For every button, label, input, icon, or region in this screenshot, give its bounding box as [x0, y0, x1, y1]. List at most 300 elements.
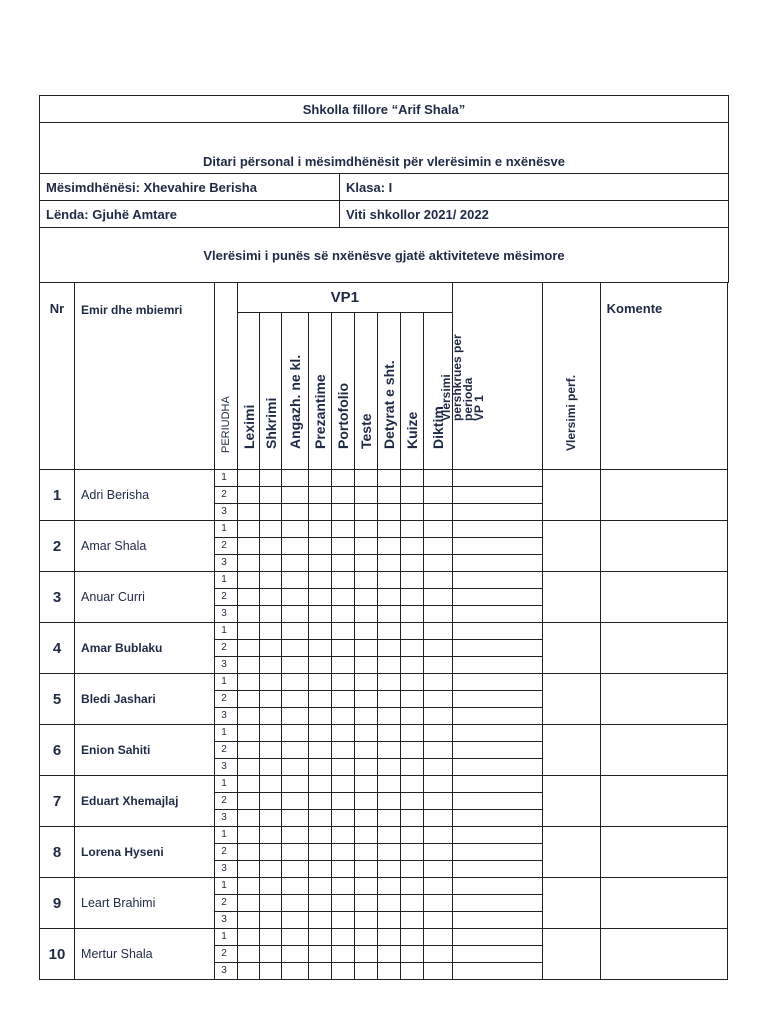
grade-cell[interactable] [452, 742, 542, 759]
grade-cell[interactable] [401, 810, 424, 827]
grade-cell[interactable] [452, 674, 542, 691]
grade-cell[interactable] [452, 657, 542, 674]
grade-cell[interactable] [332, 640, 355, 657]
grade-cell[interactable] [401, 555, 424, 572]
grade-cell[interactable] [332, 895, 355, 912]
grade-cell[interactable] [355, 878, 378, 895]
grade-cell[interactable] [260, 742, 282, 759]
comment-cell[interactable] [600, 725, 727, 776]
grade-cell[interactable] [424, 827, 452, 844]
grade-cell[interactable] [401, 844, 424, 861]
grade-cell[interactable] [355, 963, 378, 980]
grade-cell[interactable] [260, 878, 282, 895]
grade-cell[interactable] [424, 657, 452, 674]
grade-cell[interactable] [401, 674, 424, 691]
grade-cell[interactable] [260, 793, 282, 810]
grade-cell[interactable] [355, 538, 378, 555]
grade-cell[interactable] [424, 538, 452, 555]
grade-cell[interactable] [309, 555, 332, 572]
grade-cell[interactable] [355, 589, 378, 606]
grade-cell[interactable] [238, 963, 260, 980]
grade-cell[interactable] [452, 963, 542, 980]
grade-cell[interactable] [260, 538, 282, 555]
grade-cell[interactable] [238, 776, 260, 793]
grade-cell[interactable] [401, 963, 424, 980]
grade-cell[interactable] [401, 725, 424, 742]
grade-cell[interactable] [282, 521, 309, 538]
grade-cell[interactable] [238, 538, 260, 555]
grade-cell[interactable] [452, 793, 542, 810]
grade-cell[interactable] [401, 929, 424, 946]
final-grade-cell[interactable] [542, 572, 600, 623]
grade-cell[interactable] [282, 708, 309, 725]
grade-cell[interactable] [332, 708, 355, 725]
grade-cell[interactable] [332, 504, 355, 521]
grade-cell[interactable] [309, 878, 332, 895]
grade-cell[interactable] [282, 776, 309, 793]
grade-cell[interactable] [260, 759, 282, 776]
grade-cell[interactable] [378, 776, 401, 793]
grade-cell[interactable] [424, 708, 452, 725]
grade-cell[interactable] [260, 572, 282, 589]
grade-cell[interactable] [355, 470, 378, 487]
grade-cell[interactable] [332, 810, 355, 827]
grade-cell[interactable] [309, 623, 332, 640]
grade-cell[interactable] [424, 844, 452, 861]
comment-cell[interactable] [600, 521, 727, 572]
grade-cell[interactable] [282, 606, 309, 623]
grade-cell[interactable] [452, 640, 542, 657]
grade-cell[interactable] [424, 725, 452, 742]
grade-cell[interactable] [452, 487, 542, 504]
grade-cell[interactable] [378, 810, 401, 827]
grade-cell[interactable] [401, 878, 424, 895]
grade-cell[interactable] [238, 657, 260, 674]
grade-cell[interactable] [309, 929, 332, 946]
grade-cell[interactable] [452, 912, 542, 929]
grade-cell[interactable] [424, 742, 452, 759]
grade-cell[interactable] [378, 640, 401, 657]
grade-cell[interactable] [309, 640, 332, 657]
grade-cell[interactable] [282, 946, 309, 963]
comment-cell[interactable] [600, 572, 727, 623]
grade-cell[interactable] [424, 878, 452, 895]
grade-cell[interactable] [424, 929, 452, 946]
grade-cell[interactable] [282, 963, 309, 980]
grade-cell[interactable] [355, 929, 378, 946]
grade-cell[interactable] [401, 861, 424, 878]
grade-cell[interactable] [332, 470, 355, 487]
grade-cell[interactable] [282, 657, 309, 674]
grade-cell[interactable] [260, 929, 282, 946]
grade-cell[interactable] [355, 844, 378, 861]
grade-cell[interactable] [401, 606, 424, 623]
grade-cell[interactable] [238, 606, 260, 623]
grade-cell[interactable] [260, 708, 282, 725]
grade-cell[interactable] [401, 504, 424, 521]
grade-cell[interactable] [332, 759, 355, 776]
grade-cell[interactable] [378, 589, 401, 606]
grade-cell[interactable] [452, 827, 542, 844]
grade-cell[interactable] [238, 521, 260, 538]
grade-cell[interactable] [355, 640, 378, 657]
grade-cell[interactable] [424, 776, 452, 793]
grade-cell[interactable] [452, 572, 542, 589]
grade-cell[interactable] [238, 504, 260, 521]
grade-cell[interactable] [332, 827, 355, 844]
grade-cell[interactable] [355, 504, 378, 521]
grade-cell[interactable] [238, 929, 260, 946]
grade-cell[interactable] [401, 691, 424, 708]
grade-cell[interactable] [452, 895, 542, 912]
grade-cell[interactable] [332, 963, 355, 980]
grade-cell[interactable] [378, 521, 401, 538]
grade-cell[interactable] [260, 504, 282, 521]
grade-cell[interactable] [424, 861, 452, 878]
grade-cell[interactable] [260, 606, 282, 623]
grade-cell[interactable] [282, 912, 309, 929]
grade-cell[interactable] [424, 572, 452, 589]
grade-cell[interactable] [355, 572, 378, 589]
grade-cell[interactable] [238, 674, 260, 691]
grade-cell[interactable] [452, 606, 542, 623]
grade-cell[interactable] [282, 572, 309, 589]
grade-cell[interactable] [260, 776, 282, 793]
grade-cell[interactable] [452, 759, 542, 776]
grade-cell[interactable] [378, 827, 401, 844]
grade-cell[interactable] [309, 470, 332, 487]
grade-cell[interactable] [309, 538, 332, 555]
grade-cell[interactable] [452, 946, 542, 963]
grade-cell[interactable] [282, 589, 309, 606]
grade-cell[interactable] [309, 606, 332, 623]
grade-cell[interactable] [282, 504, 309, 521]
comment-cell[interactable] [600, 827, 727, 878]
grade-cell[interactable] [332, 674, 355, 691]
grade-cell[interactable] [378, 623, 401, 640]
grade-cell[interactable] [378, 929, 401, 946]
grade-cell[interactable] [309, 776, 332, 793]
grade-cell[interactable] [424, 912, 452, 929]
grade-cell[interactable] [309, 691, 332, 708]
grade-cell[interactable] [424, 470, 452, 487]
grade-cell[interactable] [260, 946, 282, 963]
grade-cell[interactable] [238, 589, 260, 606]
grade-cell[interactable] [332, 521, 355, 538]
grade-cell[interactable] [355, 810, 378, 827]
grade-cell[interactable] [309, 810, 332, 827]
grade-cell[interactable] [309, 827, 332, 844]
grade-cell[interactable] [355, 827, 378, 844]
grade-cell[interactable] [309, 708, 332, 725]
grade-cell[interactable] [355, 759, 378, 776]
grade-cell[interactable] [282, 691, 309, 708]
grade-cell[interactable] [401, 487, 424, 504]
grade-cell[interactable] [282, 555, 309, 572]
grade-cell[interactable] [424, 691, 452, 708]
grade-cell[interactable] [332, 742, 355, 759]
comment-cell[interactable] [600, 929, 727, 980]
grade-cell[interactable] [332, 929, 355, 946]
grade-cell[interactable] [378, 606, 401, 623]
grade-cell[interactable] [238, 759, 260, 776]
grade-cell[interactable] [332, 555, 355, 572]
grade-cell[interactable] [282, 742, 309, 759]
grade-cell[interactable] [378, 844, 401, 861]
grade-cell[interactable] [378, 861, 401, 878]
grade-cell[interactable] [282, 538, 309, 555]
grade-cell[interactable] [260, 895, 282, 912]
grade-cell[interactable] [355, 674, 378, 691]
grade-cell[interactable] [378, 708, 401, 725]
grade-cell[interactable] [401, 623, 424, 640]
grade-cell[interactable] [238, 691, 260, 708]
grade-cell[interactable] [238, 912, 260, 929]
grade-cell[interactable] [309, 504, 332, 521]
grade-cell[interactable] [355, 657, 378, 674]
grade-cell[interactable] [401, 759, 424, 776]
grade-cell[interactable] [355, 776, 378, 793]
grade-cell[interactable] [424, 759, 452, 776]
grade-cell[interactable] [282, 895, 309, 912]
grade-cell[interactable] [238, 708, 260, 725]
grade-cell[interactable] [332, 606, 355, 623]
grade-cell[interactable] [260, 691, 282, 708]
grade-cell[interactable] [452, 504, 542, 521]
grade-cell[interactable] [452, 844, 542, 861]
grade-cell[interactable] [238, 946, 260, 963]
grade-cell[interactable] [282, 674, 309, 691]
grade-cell[interactable] [452, 589, 542, 606]
grade-cell[interactable] [260, 725, 282, 742]
grade-cell[interactable] [260, 810, 282, 827]
grade-cell[interactable] [378, 572, 401, 589]
grade-cell[interactable] [260, 640, 282, 657]
grade-cell[interactable] [238, 623, 260, 640]
comment-cell[interactable] [600, 674, 727, 725]
final-grade-cell[interactable] [542, 776, 600, 827]
grade-cell[interactable] [238, 487, 260, 504]
grade-cell[interactable] [424, 640, 452, 657]
grade-cell[interactable] [355, 691, 378, 708]
grade-cell[interactable] [355, 606, 378, 623]
grade-cell[interactable] [424, 793, 452, 810]
grade-cell[interactable] [452, 861, 542, 878]
grade-cell[interactable] [401, 589, 424, 606]
grade-cell[interactable] [309, 572, 332, 589]
grade-cell[interactable] [238, 470, 260, 487]
grade-cell[interactable] [355, 895, 378, 912]
grade-cell[interactable] [282, 640, 309, 657]
grade-cell[interactable] [260, 674, 282, 691]
grade-cell[interactable] [401, 912, 424, 929]
grade-cell[interactable] [452, 776, 542, 793]
grade-cell[interactable] [378, 895, 401, 912]
grade-cell[interactable] [260, 623, 282, 640]
grade-cell[interactable] [238, 555, 260, 572]
grade-cell[interactable] [238, 640, 260, 657]
grade-cell[interactable] [355, 725, 378, 742]
grade-cell[interactable] [260, 521, 282, 538]
grade-cell[interactable] [282, 861, 309, 878]
grade-cell[interactable] [332, 623, 355, 640]
grade-cell[interactable] [378, 946, 401, 963]
grade-cell[interactable] [332, 861, 355, 878]
comment-cell[interactable] [600, 623, 727, 674]
grade-cell[interactable] [355, 521, 378, 538]
grade-cell[interactable] [309, 657, 332, 674]
grade-cell[interactable] [260, 589, 282, 606]
grade-cell[interactable] [424, 895, 452, 912]
grade-cell[interactable] [309, 844, 332, 861]
grade-cell[interactable] [401, 708, 424, 725]
grade-cell[interactable] [452, 878, 542, 895]
grade-cell[interactable] [332, 691, 355, 708]
grade-cell[interactable] [332, 725, 355, 742]
grade-cell[interactable] [238, 572, 260, 589]
grade-cell[interactable] [401, 776, 424, 793]
grade-cell[interactable] [332, 793, 355, 810]
grade-cell[interactable] [452, 521, 542, 538]
grade-cell[interactable] [452, 470, 542, 487]
grade-cell[interactable] [401, 538, 424, 555]
grade-cell[interactable] [378, 742, 401, 759]
grade-cell[interactable] [260, 912, 282, 929]
grade-cell[interactable] [401, 521, 424, 538]
grade-cell[interactable] [238, 810, 260, 827]
grade-cell[interactable] [309, 742, 332, 759]
final-grade-cell[interactable] [542, 521, 600, 572]
grade-cell[interactable] [309, 759, 332, 776]
grade-cell[interactable] [332, 657, 355, 674]
grade-cell[interactable] [282, 929, 309, 946]
final-grade-cell[interactable] [542, 878, 600, 929]
final-grade-cell[interactable] [542, 827, 600, 878]
grade-cell[interactable] [355, 555, 378, 572]
grade-cell[interactable] [452, 725, 542, 742]
grade-cell[interactable] [282, 810, 309, 827]
grade-cell[interactable] [260, 861, 282, 878]
grade-cell[interactable] [378, 912, 401, 929]
grade-cell[interactable] [378, 657, 401, 674]
grade-cell[interactable] [355, 861, 378, 878]
grade-cell[interactable] [332, 844, 355, 861]
grade-cell[interactable] [332, 572, 355, 589]
grade-cell[interactable] [332, 589, 355, 606]
grade-cell[interactable] [424, 674, 452, 691]
grade-cell[interactable] [282, 725, 309, 742]
grade-cell[interactable] [260, 470, 282, 487]
grade-cell[interactable] [378, 725, 401, 742]
grade-cell[interactable] [378, 555, 401, 572]
grade-cell[interactable] [378, 674, 401, 691]
grade-cell[interactable] [424, 810, 452, 827]
grade-cell[interactable] [332, 946, 355, 963]
grade-cell[interactable] [424, 487, 452, 504]
grade-cell[interactable] [238, 793, 260, 810]
grade-cell[interactable] [355, 708, 378, 725]
grade-cell[interactable] [378, 691, 401, 708]
grade-cell[interactable] [401, 946, 424, 963]
grade-cell[interactable] [238, 742, 260, 759]
grade-cell[interactable] [424, 946, 452, 963]
grade-cell[interactable] [332, 487, 355, 504]
grade-cell[interactable] [401, 827, 424, 844]
grade-cell[interactable] [378, 538, 401, 555]
grade-cell[interactable] [355, 623, 378, 640]
grade-cell[interactable] [378, 487, 401, 504]
grade-cell[interactable] [424, 504, 452, 521]
grade-cell[interactable] [282, 844, 309, 861]
grade-cell[interactable] [355, 912, 378, 929]
grade-cell[interactable] [355, 742, 378, 759]
grade-cell[interactable] [282, 827, 309, 844]
grade-cell[interactable] [401, 895, 424, 912]
grade-cell[interactable] [452, 691, 542, 708]
grade-cell[interactable] [452, 708, 542, 725]
grade-cell[interactable] [238, 827, 260, 844]
grade-cell[interactable] [355, 946, 378, 963]
grade-cell[interactable] [452, 810, 542, 827]
grade-cell[interactable] [309, 487, 332, 504]
grade-cell[interactable] [424, 521, 452, 538]
grade-cell[interactable] [355, 793, 378, 810]
grade-cell[interactable] [260, 657, 282, 674]
grade-cell[interactable] [282, 759, 309, 776]
grade-cell[interactable] [332, 912, 355, 929]
grade-cell[interactable] [452, 555, 542, 572]
grade-cell[interactable] [424, 963, 452, 980]
grade-cell[interactable] [260, 487, 282, 504]
grade-cell[interactable] [309, 963, 332, 980]
grade-cell[interactable] [309, 861, 332, 878]
grade-cell[interactable] [424, 589, 452, 606]
comment-cell[interactable] [600, 470, 727, 521]
grade-cell[interactable] [309, 725, 332, 742]
grade-cell[interactable] [238, 861, 260, 878]
grade-cell[interactable] [309, 895, 332, 912]
grade-cell[interactable] [424, 623, 452, 640]
grade-cell[interactable] [238, 844, 260, 861]
grade-cell[interactable] [282, 878, 309, 895]
grade-cell[interactable] [424, 555, 452, 572]
grade-cell[interactable] [282, 470, 309, 487]
grade-cell[interactable] [401, 793, 424, 810]
final-grade-cell[interactable] [542, 623, 600, 674]
grade-cell[interactable] [332, 538, 355, 555]
grade-cell[interactable] [401, 657, 424, 674]
grade-cell[interactable] [452, 929, 542, 946]
grade-cell[interactable] [355, 487, 378, 504]
grade-cell[interactable] [309, 589, 332, 606]
final-grade-cell[interactable] [542, 674, 600, 725]
grade-cell[interactable] [401, 572, 424, 589]
comment-cell[interactable] [600, 776, 727, 827]
final-grade-cell[interactable] [542, 470, 600, 521]
grade-cell[interactable] [378, 963, 401, 980]
grade-cell[interactable] [378, 759, 401, 776]
grade-cell[interactable] [282, 487, 309, 504]
grade-cell[interactable] [282, 793, 309, 810]
grade-cell[interactable] [260, 963, 282, 980]
grade-cell[interactable] [309, 793, 332, 810]
grade-cell[interactable] [260, 555, 282, 572]
grade-cell[interactable] [401, 742, 424, 759]
grade-cell[interactable] [401, 470, 424, 487]
grade-cell[interactable] [378, 504, 401, 521]
grade-cell[interactable] [452, 538, 542, 555]
comment-cell[interactable] [600, 878, 727, 929]
